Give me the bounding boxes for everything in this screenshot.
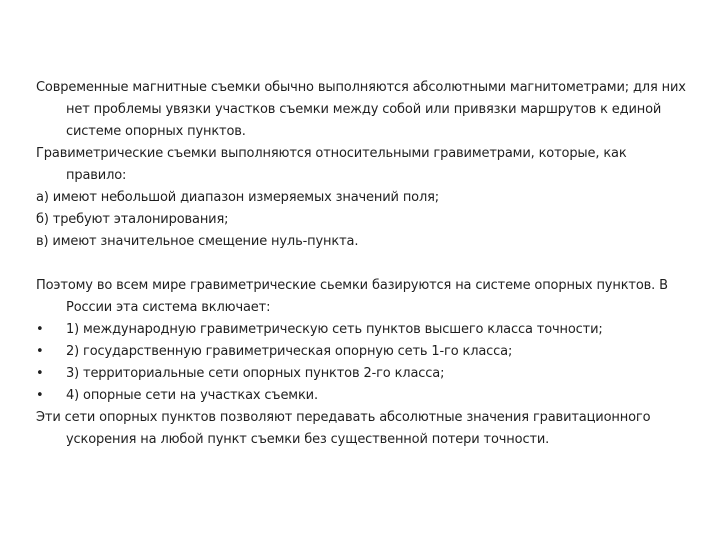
paragraph-gravimetric-surveys: Гравиметрические съемки выполняются относительными гравиметрами, которые, как правило: <box>36 146 627 183</box>
paragraph-network-purpose: Эти сети опорных пунктов позволяют передавать абсолютные значения гравитационного ускорения на любой пункт съемки без существенной потери точности. <box>36 410 651 447</box>
list-item-b: б) требуют эталонирования; <box>36 212 229 227</box>
list-item-c: в) имеют значительное смещение нуль-пункта. <box>36 234 359 249</box>
bullet-icon: • <box>36 388 44 403</box>
paragraph-magnetic-surveys: Современные магнитные съемки обычно выполняются абсолютными магнитометрами; для них нет проблемы увязки участков съемки между собой или привязки маршрутов к единой системе опорных пунктов. <box>36 80 686 139</box>
list-item-a: а) имеют небольшой диапазон измеряемых значений поля; <box>36 190 440 205</box>
bullet-icon: • <box>36 322 44 337</box>
paragraph-reference-network: Поэтому во всем мире гравиметрические сьемки базируются на системе опорных пунктов. В России эта система включает: <box>36 278 668 315</box>
bullet-icon: • <box>36 344 44 359</box>
bullet-text: 1) международную гравиметрическую сеть пунктов высшего класса точности; <box>66 322 603 337</box>
bullet-item <box>36 341 690 363</box>
bullet-item <box>36 385 690 407</box>
bullet-text: 4) опорные сети на участках съемки. <box>66 388 318 403</box>
bullet-text: 2) государственную гравиметрическая опорную сеть 1-го класса; <box>66 344 513 359</box>
bullet-text: 3) территориальные сети опорных пунктов 2-го класса; <box>66 366 445 381</box>
bullet-item <box>36 319 690 341</box>
paragraph-spacer <box>36 253 690 275</box>
bullet-item <box>36 363 690 385</box>
slide-text-body <box>36 77 690 451</box>
bullet-icon: • <box>36 366 44 381</box>
